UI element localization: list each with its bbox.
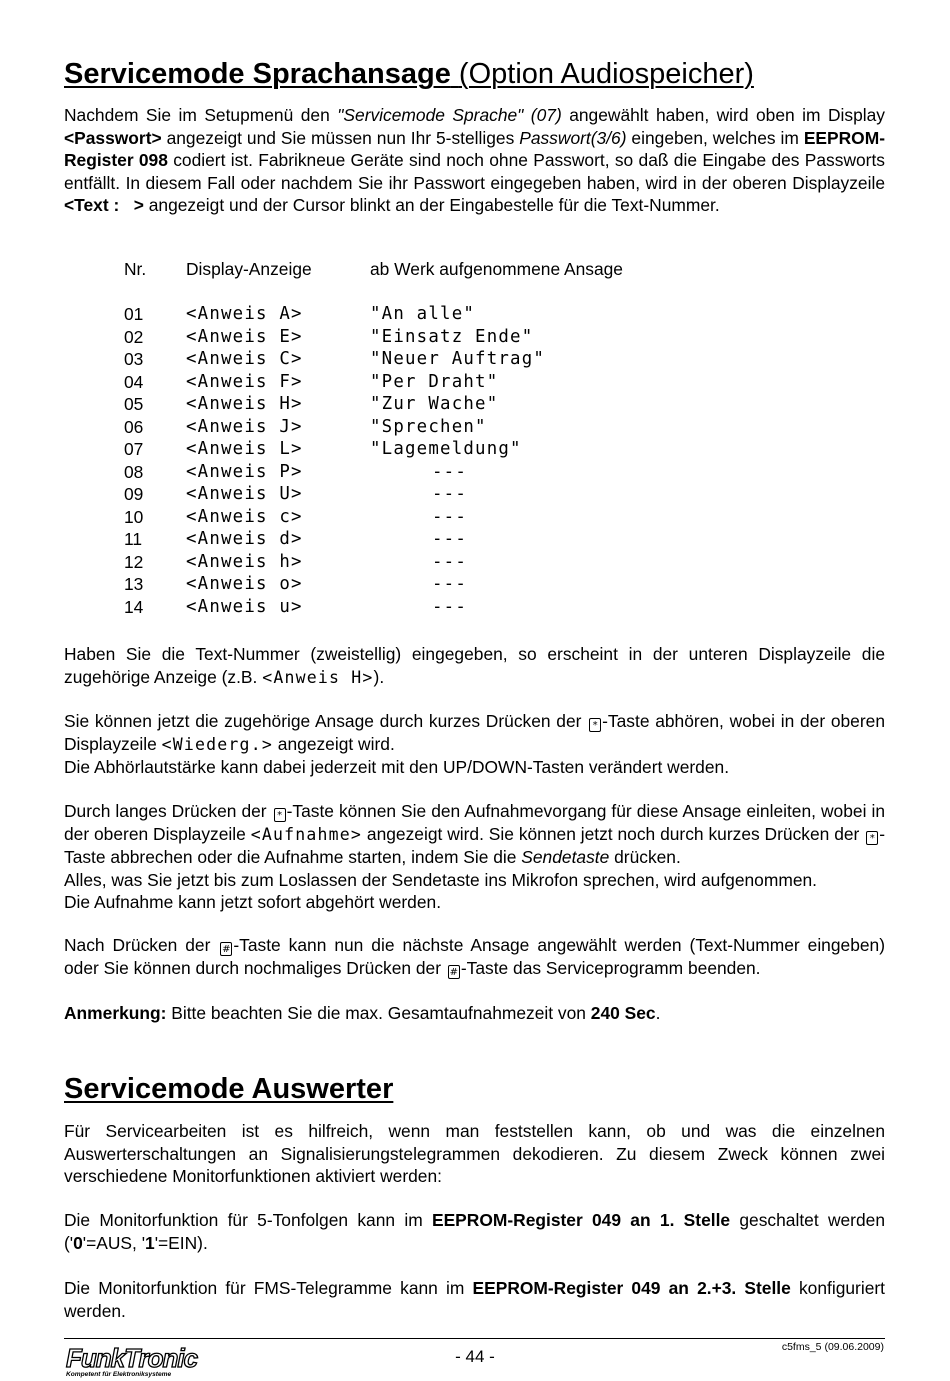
row-ansage: "Neuer Auftrag" (370, 349, 546, 369)
row-ansage: --- (432, 596, 468, 617)
header-display: Display-Anzeige (186, 259, 312, 279)
table-row (124, 529, 623, 552)
row-ansage: --- (432, 506, 468, 527)
row-display: <Anweis c> (186, 506, 303, 527)
row-nr: 09 (124, 484, 144, 504)
star-key-icon: * (866, 831, 878, 845)
title-light: (Option Audiospeicher) (458, 58, 754, 90)
table-row (124, 552, 623, 575)
intro-paragraph: Nachdem Sie im Setupmenü den "Servicemode Sprache" (07) angewählt haben, wird oben im Display <Passwort> angezeigt und Sie müssen nun Ihr 5-stelliges Passwort(3/6) eingeben, welches im EEPROM-Register 098 codiert ist. Fabrikneue Geräte sind noch ohne Passwort, so daß die Eingabe des Passworts entfällt. In diesem Fall oder nachdem Sie ihr Passwort eingegeben haben, wird in der oberen Displayzeile <Text : > angezeigt und der Cursor blinkt an der Eingabestelle für die Text-Nummer. (64, 105, 885, 215)
row-nr: 08 (124, 461, 144, 482)
paragraph-abhoeren: Sie können jetzt die zugehörige Ansage durch kurzes Drücken der * -Taste abhören, wobei in der oberen Displayzeile <Wiederg.> angezeigt wird. Die Abhörlautstärke kann dabei jederzeit mit den UP/DOWN-Tasten verändert werden. (64, 711, 885, 777)
row-nr: 03 (124, 349, 144, 369)
row-ansage: "Einsatz Ende" (370, 326, 534, 347)
logo-wordmark: FunkTronic (66, 1343, 198, 1373)
hash-key-icon: # (449, 966, 459, 978)
row-ansage: --- (432, 529, 468, 549)
paragraph-anmerkung: Anmerkung: Bitte beachten Sie die max. Gesamtaufnahmezeit von 240 Sec. (64, 1003, 661, 1023)
row-display: <Anweis J> (186, 416, 303, 437)
row-display: <Anweis d> (186, 529, 303, 549)
table-row (124, 417, 623, 440)
table-row (124, 507, 623, 530)
table-row (124, 327, 623, 350)
row-nr: 14 (124, 596, 144, 617)
row-display: <Anweis L> (186, 439, 303, 459)
row-display: <Anweis E> (186, 326, 303, 347)
row-ansage: "Zur Wache" (370, 394, 499, 414)
table-row (124, 484, 623, 507)
table-row (124, 574, 623, 597)
paragraph-monitor-fms: Die Monitorfunktion für FMS-Telegramme kann im EEPROM-Register 049 an 2.+3. Stelle konfiguriert werden. (64, 1278, 885, 1321)
table-row (124, 439, 623, 462)
paragraph-naechste-ansage: Nach Drücken der # -Taste kann nun die nächste Ansage angewählt werden (Text-Nummer eingeben) oder Sie können durch nochmaliges Drücken der # -Taste das Serviceprogramm beenden. (64, 935, 886, 978)
row-nr: 06 (124, 416, 144, 437)
row-display: <Anweis A> (186, 304, 303, 324)
table-row (124, 462, 623, 485)
table-row (124, 394, 623, 417)
paragraph-textnummer: Haben Sie die Text-Nummer (zweistellig) eingegeben, so erscheint in der unteren Displayzeile die zugehörige Anzeige (z.B. <Anweis H>). (64, 644, 885, 687)
row-display: <Anweis F> (186, 371, 303, 392)
row-nr: 10 (124, 506, 144, 527)
row-nr: 05 (124, 394, 144, 414)
paragraph-monitor-5ton: Die Monitorfunktion für 5-Tonfolgen kann im EEPROM-Register 049 an 1. Stelle geschaltet werden ('0'=AUS, '1'=EIN). (64, 1210, 885, 1253)
row-nr: 01 (124, 304, 144, 324)
row-display: <Anweis o> (186, 574, 303, 594)
row-ansage: --- (432, 461, 468, 482)
ansage-table (124, 259, 623, 619)
footer-divider (64, 1338, 885, 1339)
table-row (124, 372, 623, 395)
table-row (124, 597, 623, 620)
table-header-row (124, 259, 623, 304)
document-reference: c5fms_5 (09.06.2009) (781, 1341, 884, 1353)
row-ansage: "Per Draht" (370, 371, 499, 392)
table-row (124, 349, 623, 372)
header-ansage: ab Werk aufgenommene Ansage (370, 259, 623, 279)
row-ansage: "An alle" (370, 304, 476, 324)
row-ansage: "Sprechen" (370, 416, 487, 437)
row-nr: 12 (124, 551, 144, 572)
logo-tagline: Kompetent für Elektroniksysteme (66, 1371, 172, 1378)
row-nr: 11 (124, 529, 143, 549)
row-nr: 04 (124, 371, 144, 392)
hash-key-icon: # (222, 944, 231, 955)
row-ansage: --- (432, 551, 468, 572)
table-row (124, 304, 623, 327)
row-display: <Anweis H> (186, 394, 303, 414)
star-key-icon: * (589, 718, 601, 732)
paragraph-auswerter-intro: Für Servicearbeiten ist es hilfreich, wenn man feststellen kann, ob und was die einzelnen Auswerterschaltungen an Signalisierungstelegrammen dekodieren. Zu diesem Zweck können zwei verschiedene Monitorfunktionen aktiviert werden: (64, 1121, 885, 1186)
row-nr: 13 (124, 574, 144, 594)
row-display: <Anweis C> (186, 349, 303, 369)
title-bold: Servicemode Sprachansage (64, 58, 451, 90)
row-display: <Anweis u> (186, 596, 303, 617)
paragraph-aufnahme: Durch langes Drücken der * -Taste können Sie den Aufnahmevorgang für diese Ansage einleiten, wobei in der oberen Displayzeile <Aufnahme> angezeigt wird. Sie können jetzt noch durch kurzes Drücken der * -Taste abbrechen oder die Aufnahme starten, indem Sie die Sendetaste drücken. Alles, was Sie jetzt bis zum Loslassen der Sendetaste ins Mikrofon sprechen, wird aufgenommen. Die Aufnahme kann jetzt sofort abgehört werden. (64, 801, 885, 912)
star-key-icon: * (274, 808, 286, 822)
row-nr: 02 (124, 326, 144, 347)
page-number: - 44 - (455, 1347, 495, 1366)
header-nr: Nr. (124, 259, 147, 279)
section-title-sprachansage (64, 58, 754, 91)
row-display: <Anweis U> (186, 484, 303, 504)
row-nr: 07 (124, 439, 144, 459)
row-ansage: --- (432, 484, 468, 504)
section-title-auswerter: Servicemode Auswerter (64, 1073, 394, 1105)
row-display: <Anweis P> (186, 461, 303, 482)
row-ansage: --- (432, 574, 468, 594)
row-display: <Anweis h> (186, 551, 303, 572)
row-ansage: "Lagemeldung" (370, 439, 522, 459)
